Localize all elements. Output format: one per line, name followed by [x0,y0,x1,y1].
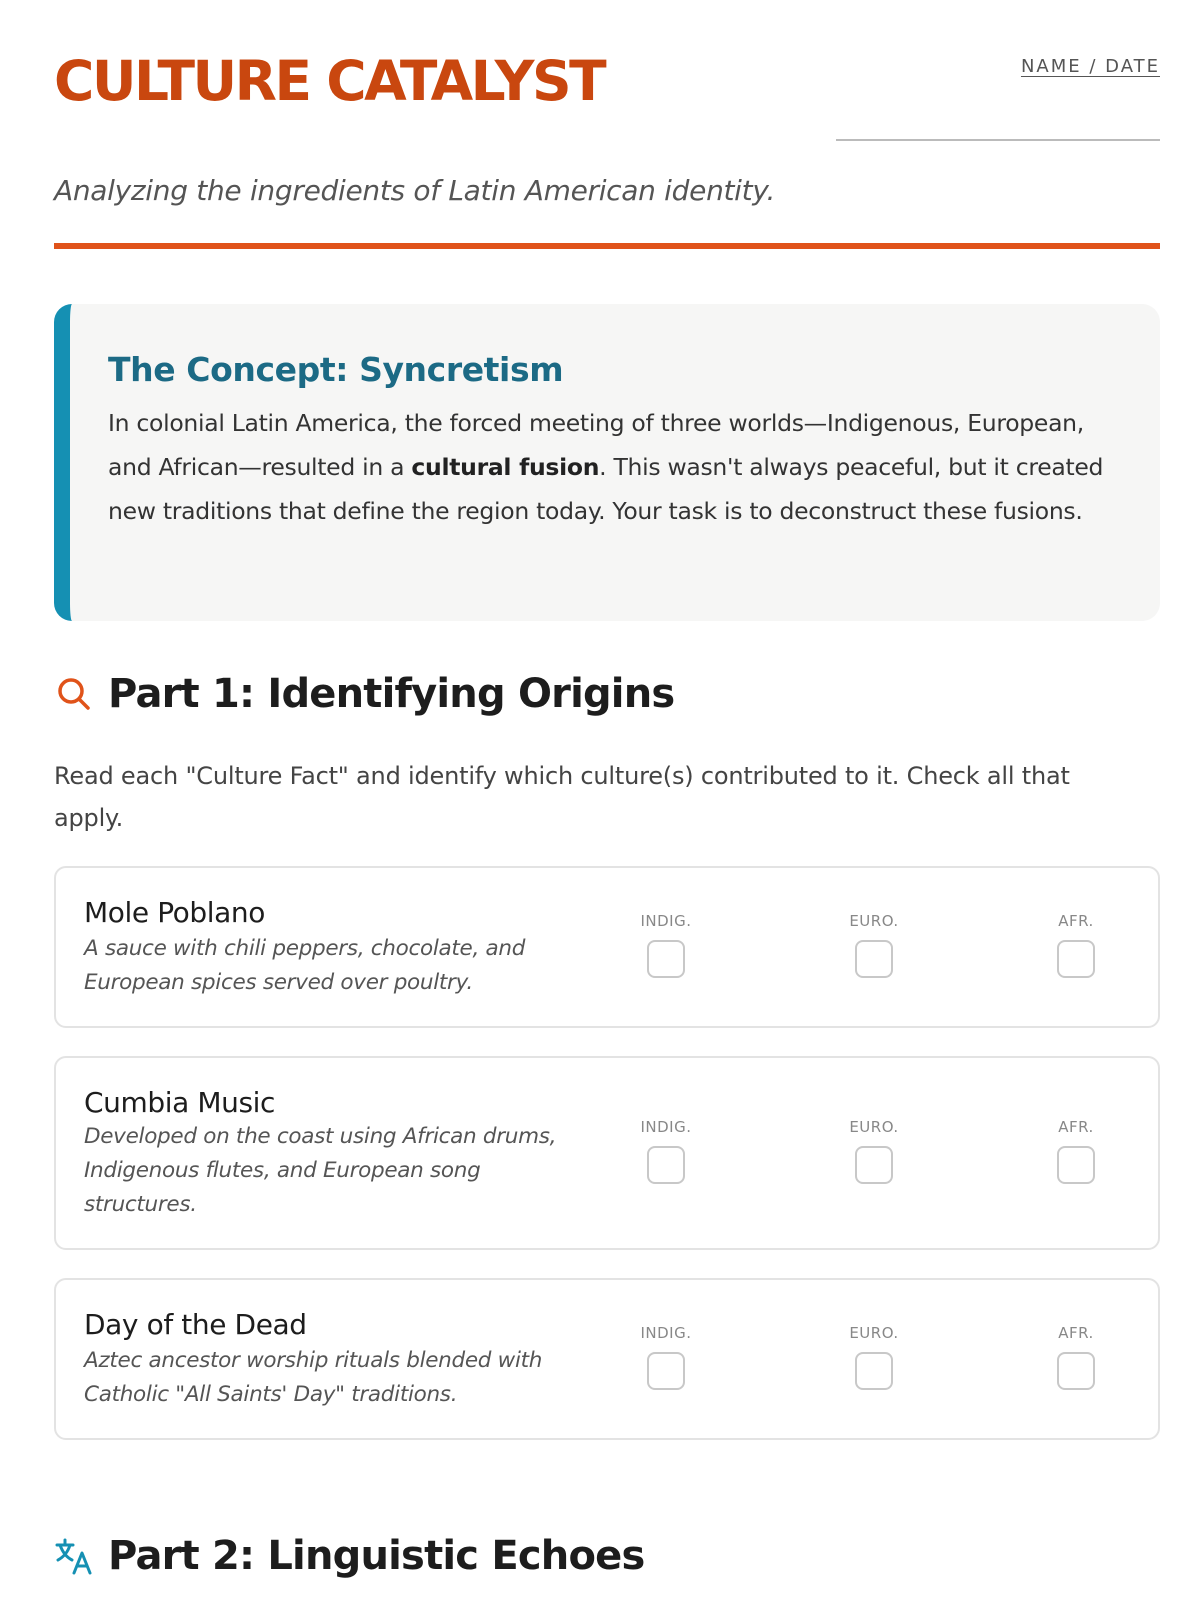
checkbox-african[interactable] [1057,1352,1095,1390]
option-european [834,1324,914,1390]
option-label: INDIG. [640,912,692,930]
option-european [834,912,914,978]
translate-icon [54,1536,94,1576]
option-indigenous [626,1324,706,1390]
concept-text-before: In colonial Latin America, the forced meeting of three worlds—Indigenous, European, and African—resulted in a [108,409,1084,481]
fact-card-day-of-the-dead [54,1278,1160,1440]
checkbox-african[interactable] [1057,940,1095,978]
concept-box [54,304,1160,621]
option-label: AFR. [1058,1324,1094,1342]
fact-title: Mole Poblano [84,896,266,929]
option-label: EURO. [849,912,899,930]
fact-description: Developed on the coast using African drums, Indigenous flutes, and European song structures. [84,1124,557,1217]
page-title: CULTURE CATALYST [54,49,605,113]
checkbox-african[interactable] [1057,1146,1095,1184]
option-label: INDIG. [640,1118,692,1136]
concept-text-bold: cultural fusion [411,453,600,481]
option-label: INDIG. [640,1324,692,1342]
option-label: EURO. [849,1324,899,1342]
fact-title: Day of the Dead [84,1308,307,1341]
page-subtitle: Analyzing the ingredients of Latin American identity. [54,174,776,207]
concept-text [108,401,1128,533]
header [54,0,1160,244]
part1-instructions: Read each "Culture Fact" and identify which culture(s) contributed to it. Check all that apply. [54,762,1070,832]
concept-heading: The Concept: Syncretism [108,350,564,389]
option-label: AFR. [1058,1118,1094,1136]
checkbox-indigenous[interactable] [647,940,685,978]
option-european [834,1118,914,1184]
header-divider [54,243,1160,249]
option-african [1036,1324,1116,1390]
checkbox-european[interactable] [855,1352,893,1390]
option-label: EURO. [849,1118,899,1136]
concept-text-after: . This wasn't always peaceful, but it created new traditions that define the region today. Your task is to deconstruct these fusions. [108,453,1104,525]
name-date-label: NAME / DATE [1020,56,1160,77]
name-date-line [836,139,1160,141]
part1-heading: Part 1: Identifying Origins [108,671,675,717]
option-indigenous [626,1118,706,1184]
search-icon [54,674,94,714]
checkbox-indigenous[interactable] [647,1146,685,1184]
part1-heading-row [54,671,674,717]
checkbox-european[interactable] [855,1146,893,1184]
fact-card-mole-poblano [54,866,1160,1028]
part2-heading-row [54,1533,644,1579]
checkbox-indigenous[interactable] [647,1352,685,1390]
fact-description: Aztec ancestor worship rituals blended with Catholic "All Saints' Day" traditions. [84,1348,543,1407]
fact-title: Cumbia Music [84,1086,276,1119]
worksheet-page [54,0,1160,1579]
checkbox-european[interactable] [855,940,893,978]
part2-heading: Part 2: Linguistic Echoes [108,1533,645,1579]
option-african [1036,912,1116,978]
fact-card-cumbia-music [54,1056,1160,1250]
fact-description: A sauce with chili peppers, chocolate, and European spices served over poultry. [84,936,526,995]
option-african [1036,1118,1116,1184]
option-indigenous [626,912,706,978]
option-label: AFR. [1058,912,1094,930]
